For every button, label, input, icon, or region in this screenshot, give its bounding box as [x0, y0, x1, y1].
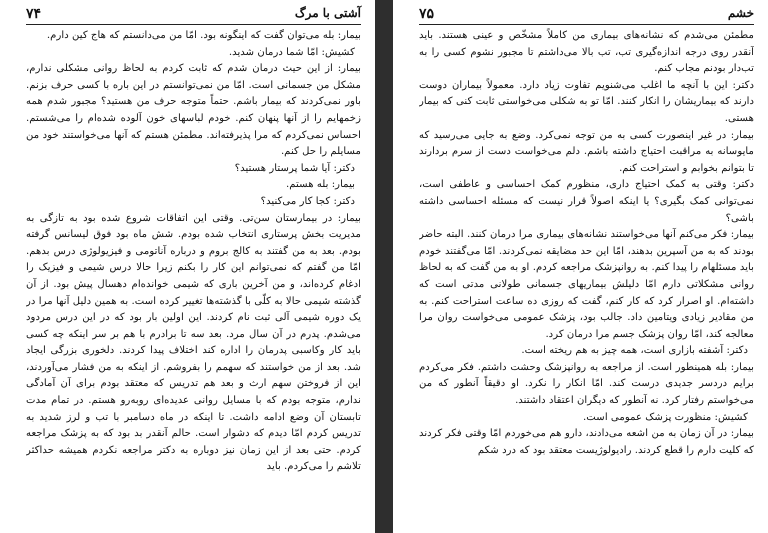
paragraph: بیمار: از این حیث درمان شدم که ثابت کردم به لحاظ روانی مشکلی ندارم، مشکل من جسمانی است. امّا من نمی‌توانستم در این باره با کسی حرف بزنم. باور نمی‌کردند که بیمار باشم. حتماً متوجه حرف من هستید؟ مجبور شدم همه زخمهایم را از آنها پنهان کنم. خودم لباسهای خون آلوده شده‌ام را می‌شستم. احساس نمی‌کردم که مرا پذیرفته‌اند. مطمئن هستم که آنها می‌خواستند خود من مسایلم را حل کنم.: [26, 63, 361, 158]
paragraph: بیمار: بله همینطور است. از مراجعه به روانپزشک وحشت داشتم. فکر می‌کردم برایم دردسر جدیدی درست کند. امّا انکار را نکرد. او دقیقاً آنطور که من می‌خواستم رفتار کرد. نه آنطور که دیگران اعتقاد داشتند.: [419, 361, 754, 407]
paragraph: بیمار: در غیر اینصورت کسی به من توجه نمی‌کرد. وضع به جایی می‌رسید که مایوسانه به مراقبت احتیاج داشته باشم. دلم می‌خواست دست از سرم بردارند تا بتوانم بخوابم و استراحت کنم.: [419, 129, 754, 174]
right-page-number: ۷۵: [419, 6, 435, 22]
right-page-body: [419, 28, 754, 533]
paragraph: دکتر: آشفته بازاری است، همه چیز به هم ریخته است.: [521, 345, 748, 357]
left-page-running-title: آشتی با مرگ: [294, 6, 361, 20]
left-header-rule: [26, 24, 361, 25]
paragraph: کشیش: امّا شما درمان شدید.: [228, 46, 355, 58]
right-page: [393, 0, 768, 533]
right-page-header: [419, 6, 754, 24]
paragraph: بیمار: بله هستم.: [286, 179, 355, 191]
paragraph: بیمار: در آن زمان به من اشعه می‌دادند، دارو هم می‌خوردم امّا وقتی فکر کردند که کلیت دارم را قطع کردند. رادیولوژیست معتقد بود که درد شکم: [419, 428, 754, 456]
paragraph: کشیش: منظورت پزشک عمومی است.: [583, 411, 748, 423]
left-page-number: ۷۴: [26, 6, 42, 22]
left-page-body: [26, 28, 361, 533]
left-page-header: [26, 6, 361, 24]
book-gutter: [375, 0, 393, 533]
paragraph: دکتر: کجا کار می‌کنید؟: [260, 195, 355, 207]
paragraph: مطمئن می‌شدم که نشانه‌های بیماری من کاملاً مشخّص و عینی هستند. باید آنقدر روی درجه اندازه‌گیری تب، تب بالا می‌داشتم تا مجبور نشوم کسی را به تب‌دار بودنم مجاب کنم.: [419, 30, 754, 75]
paragraph: بیمار: در بیمارستان سن‌تی. وقتی این اتفاقات شروع شده بود به تازگی به مدیریت بخش پرستاری انتخاب شده بودم. شش ماه بود فوق لیسانس گرفته بودم. بعد به من گفتند به کالج بروم و درباره آناتومی و فیزیولوژی درس بدهم. امّا من گفتم که نمی‌توانم این کار را بکنم زیرا حالا درس شیمی و فیزیک را ادغام کرده‌اند، و من آخرین باری که شیمی خوانده‌ام دهسال پیش بود. از آن گذشته شیمی حالا به کلّی با گذشته‌ها تغییر کرده است. به همین دلیل آنها مرا در یک دوره شیمی آلی ثبت نام کردند. این اولین بار بود که در این درس مردود می‌شدم. پدرم در آن سال مرد. بعد سه تا برادرم با هم بر سر اینکه چه کسی باید کار وکاسبی پدرمان را اداره کند اختلاف پیدا کردند. دلخوری بزرگی ایجاد شد. بعد از من خواستند که سهمم را بفروشم. از اینکه به من فشار می‌آوردند، این از فروختن سهم ارث و بعد هم تدریس که معتقد بودم برای آن آمادگی ندارم، متوجه بودم که با مسایل روانی عدیده‌ای روبه‌رو هستم. در تمام مدت تابستان آن وضع ادامه داشت. تا اینکه در ماه دسامبر با تب و لرز شدید به تدریس کردم امّا دیدم که دشوار است. حالم آنقدر بد بود که به پزشک مراجعه کردم. حتی بعد از این زمان نیز دوباره به دکتر مراجعه نکردم همیشه حداکثر تلاشم را می‌کردم. باید: [26, 212, 361, 473]
paragraph: دکتر: این با آنچه ما اغلب می‌شنویم تفاوت زیاد دارد. معمولاً بیماران دوست دارند که بیماریشان را انکار کنند. امّا تو به شکلی می‌خواستی ثابت کنی که بیمار هستی.: [419, 79, 754, 124]
right-header-rule: [419, 24, 754, 25]
paragraph: بیمار: بله می‌توان گفت که اینگونه بود. امّا من می‌دانستم که هاج کین دارم.: [46, 30, 361, 41]
left-page: [0, 0, 375, 533]
paragraph: دکتر: آیا شما پرستار هستید؟: [234, 162, 355, 174]
paragraph: بیمار: فکر می‌کنم آنها می‌خواستند نشانه‌های بیماری مرا درمان کنند. البته حاضر بودند که به من آسپرین بدهند، امّا این حد مضایقه نمی‌کردند. امّا می‌گفتند خودم باید مسئلهام را پیدا کنم. به روانپزشک مراجعه کردم. او به من گفت که به لحاظ روانی مشکلاتی دارم امّا دلیلش بیماریهای جسمانی طولانی مدتی است که داشته‌ام. او اصرار کرد که کار کنم، گفت که روزی ده ساعت استراحت کنم. به من مقادیر زیادی ویتامین داد. جالب بود، پزشک عمومی می‌خواست روان مرا معالجه کند، امّا روان پزشک جسم مرا درمان کرد.: [419, 229, 754, 340]
right-page-running-title: خشم: [727, 6, 754, 20]
paragraph: دکتر: وقتی به کمک احتیاج داری، منظورم کمک احساسی و عاطفی است، نمی‌توانی کمک بگیری؟ یا اینکه اصولاً قرار نیست که مسئله احساسی داشته باشی؟: [419, 179, 754, 224]
